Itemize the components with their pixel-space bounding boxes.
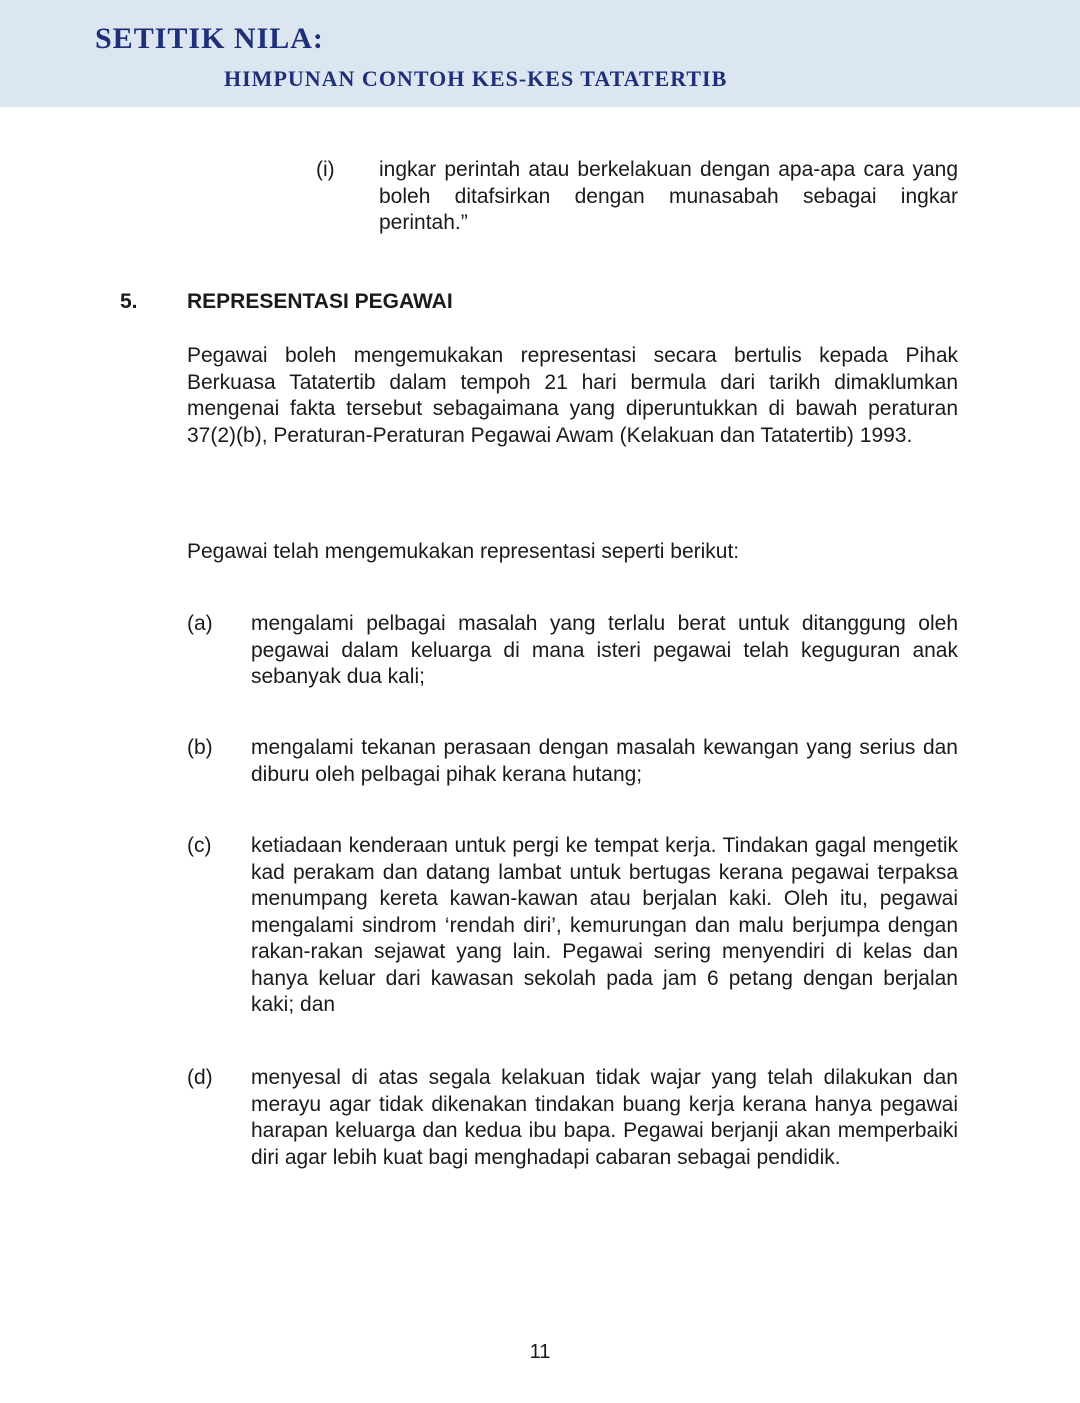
item-c-label: (c) <box>187 834 212 857</box>
item-i-label: (i) <box>316 158 335 181</box>
section-title: REPRESENTASI PEGAWAI <box>187 290 453 313</box>
section-paragraph: Pegawai boleh mengemukakan representasi secara bertulis kepada Pihak Berkuasa Tatatertib dalam tempoh 21 hari bermula dari tarikh dimaklumkan mengenai fakta tersebut sebagaimana yang diperuntukkan di bawah peraturan 37(2)(b), Peraturan-Peraturan Pegawai Awam (Kelakuan dan Tatatertib) 1993. <box>187 344 958 447</box>
section-number: 5. <box>120 290 138 313</box>
item-a-text: mengalami pelbagai masalah yang terlalu berat untuk ditanggung oleh pegawai dalam keluarga di mana isteri pegawai telah keguguran anak sebanyak dua kali; <box>251 612 958 688</box>
header-title: SETITIK NILA: <box>95 22 324 55</box>
section-intro-paragraph: Pegawai telah mengemukakan representasi seperti berikut: <box>187 540 740 563</box>
item-b-label: (b) <box>187 736 213 759</box>
item-d-label: (d) <box>187 1066 213 1089</box>
page-header <box>0 0 1080 107</box>
header-subtitle: HIMPUNAN CONTOH KES-KES TATATERTIB <box>224 66 728 91</box>
page-number: 11 <box>529 1341 551 1363</box>
item-a-label: (a) <box>187 612 213 635</box>
item-i-text: ingkar perintah atau berkelakuan dengan apa-apa cara yang boleh ditafsirkan dengan munasabah sebagai ingkar perintah.” <box>379 158 958 234</box>
item-d-text: menyesal di atas segala kelakuan tidak wajar yang telah dilakukan dan merayu agar tidak dikenakan tindakan buang kerja kerana hanya pegawai harapan keluarga dan kedua ibu bapa. Pegawai berjanji akan memperbaiki diri agar lebih kuat bagi menghadapi cabaran sebagai pendidik. <box>251 1066 958 1169</box>
item-b-text: mengalami tekanan perasaan dengan masalah kewangan yang serius dan diburu oleh pelbagai pihak kerana hutang; <box>251 736 958 786</box>
item-c-text: ketiadaan kenderaan untuk pergi ke tempat kerja. Tindakan gagal mengetik kad perakam dan datang lambat untuk bertugas kerana pegawai terpaksa menumpang kereta kawan-kawan atau berjalan kaki. Oleh itu, pegawai mengalami sindrom ‘rendah diri’, kemurungan dan malu berjumpa dengan rakan-rakan sejawat yang lain. Pegawai sering menyendiri di kelas dan hanya keluar dari kawasan sekolah pada jam 6 petang dengan berjalan kaki; dan <box>251 834 958 1016</box>
